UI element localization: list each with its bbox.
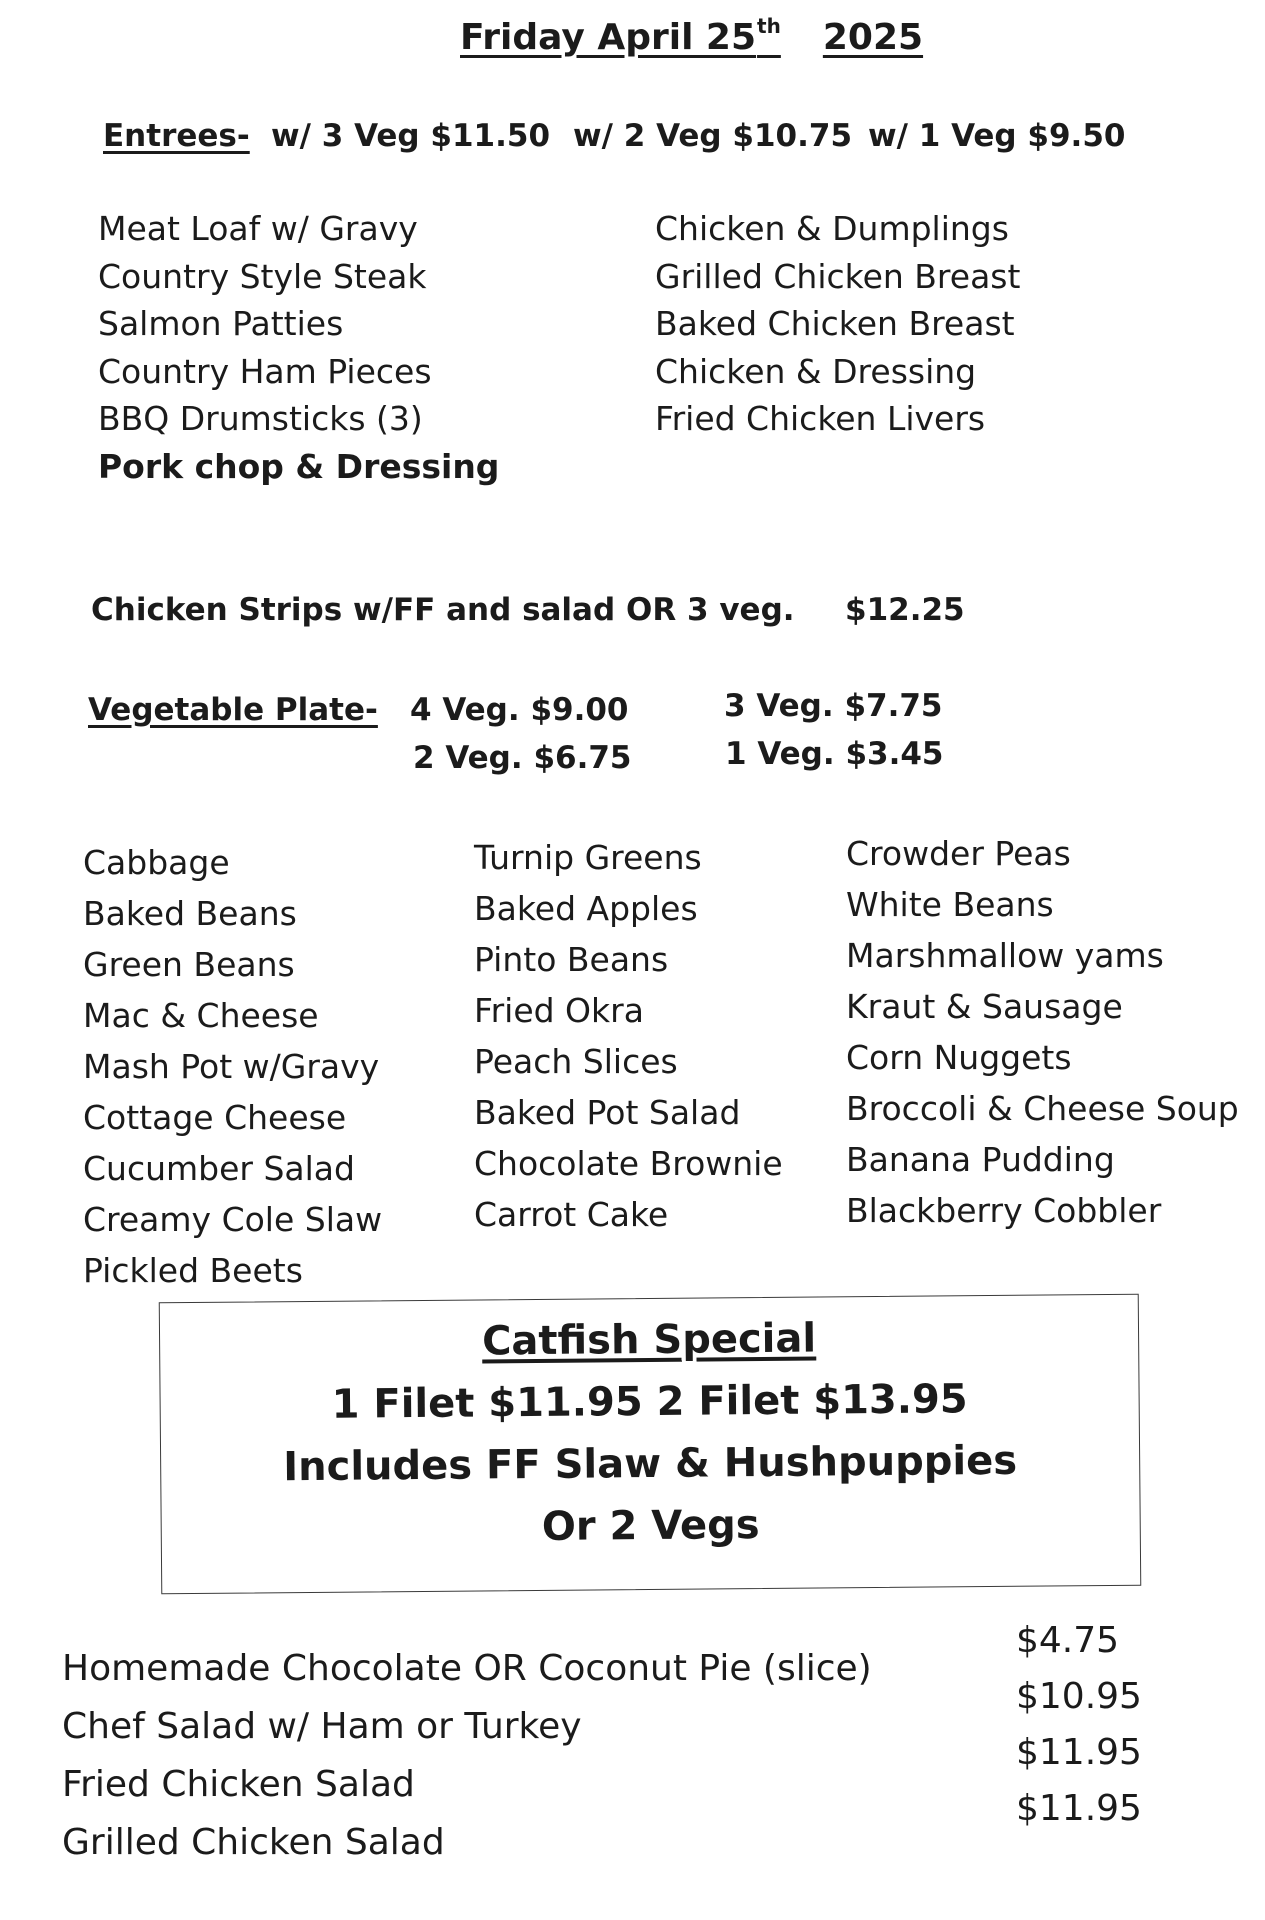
veg-price-2: 2 Veg. $6.75 bbox=[413, 740, 632, 776]
extras-price-list bbox=[1016, 1620, 1142, 1844]
vegetable-item: Broccoli & Cheese Soup bbox=[846, 1089, 1239, 1128]
vegetable-item: Peach Slices bbox=[474, 1042, 678, 1081]
extra-item: Fried Chicken Salad bbox=[62, 1764, 415, 1805]
extra-item: Grilled Chicken Salad bbox=[62, 1822, 445, 1863]
vegetable-list-col1 bbox=[83, 843, 382, 1302]
date-suffix: th bbox=[757, 14, 781, 38]
date-year: 2025 bbox=[822, 17, 924, 58]
entree-item: Grilled Chicken Breast bbox=[655, 256, 1021, 296]
menu-date bbox=[460, 14, 923, 58]
vegetable-item: Mac & Cheese bbox=[83, 996, 319, 1035]
vegetable-item: Chocolate Brownie bbox=[474, 1144, 783, 1183]
vegetable-item: Fried Okra bbox=[474, 991, 644, 1030]
vegetable-item: Baked Pot Salad bbox=[474, 1093, 741, 1132]
extra-price: $11.95 bbox=[1016, 1788, 1142, 1829]
entree-item: Fried Chicken Livers bbox=[655, 399, 986, 438]
vegetable-item: Baked Apples bbox=[474, 889, 698, 928]
chicken-strips-text: Chicken Strips w/FF and salad OR 3 veg. bbox=[91, 592, 795, 628]
entree-price-1veg: w/ 1 Veg $9.50 bbox=[868, 118, 1126, 154]
vegetable-item: Banana Pudding bbox=[846, 1140, 1115, 1179]
vegetable-item: Cucumber Salad bbox=[83, 1149, 355, 1188]
entree-item: Chicken & Dressing bbox=[655, 351, 977, 391]
vegetable-item: Marshmallow yams bbox=[846, 936, 1164, 975]
entree-item: BBQ Drumsticks (3) bbox=[98, 399, 423, 438]
entree-item: Chicken & Dumplings bbox=[655, 209, 1009, 248]
catfish-alternative: Or 2 Vegs bbox=[541, 1502, 760, 1550]
date-text: Friday April 25 bbox=[460, 17, 757, 58]
entree-list-right bbox=[655, 209, 1020, 447]
catfish-prices: 1 Filet $11.95 2 Filet $13.95 bbox=[331, 1376, 968, 1428]
vegetable-list-col2 bbox=[474, 838, 783, 1246]
entree-item: Country Style Steak bbox=[98, 256, 427, 296]
chicken-strips-price: $12.25 bbox=[845, 592, 965, 628]
extra-item: Chef Salad w/ Ham or Turkey bbox=[62, 1706, 582, 1747]
vegetable-item: Carrot Cake bbox=[474, 1195, 669, 1234]
veg-price-1: 1 Veg. $3.45 bbox=[725, 736, 944, 772]
vegetable-item: Crowder Peas bbox=[846, 834, 1071, 873]
entree-item: Country Ham Pieces bbox=[98, 351, 432, 391]
entree-price-2veg: w/ 2 Veg $10.75 bbox=[573, 118, 853, 154]
vegetable-item: Mash Pot w/Gravy bbox=[83, 1047, 380, 1086]
vegetable-plate-heading: Vegetable Plate- bbox=[88, 692, 378, 728]
vegetable-item: Blackberry Cobbler bbox=[846, 1191, 1162, 1230]
vegetable-item: Green Beans bbox=[83, 945, 295, 984]
veg-price-4: 4 Veg. $9.00 bbox=[410, 692, 629, 728]
entree-list-left bbox=[98, 209, 499, 494]
entree-item: Salmon Patties bbox=[98, 304, 344, 343]
entree-item: Baked Chicken Breast bbox=[655, 304, 1015, 343]
entree-item: Pork chop & Dressing bbox=[98, 446, 500, 486]
catfish-special-box bbox=[159, 1294, 1142, 1595]
extras-list bbox=[62, 1648, 872, 1880]
vegetable-item: Pinto Beans bbox=[474, 940, 669, 979]
vegetable-list-col3 bbox=[846, 834, 1239, 1242]
vegetable-item: Cabbage bbox=[83, 843, 230, 882]
catfish-title-text: Catfish Special bbox=[481, 1315, 817, 1365]
vegetable-item: Creamy Cole Slaw bbox=[83, 1200, 383, 1239]
catfish-title bbox=[160, 1313, 1138, 1368]
vegetable-item: Cottage Cheese bbox=[83, 1098, 347, 1137]
entree-item: Meat Loaf w/ Gravy bbox=[98, 209, 418, 248]
vegetable-item: Turnip Greens bbox=[474, 838, 702, 877]
veg-price-3: 3 Veg. $7.75 bbox=[724, 688, 943, 724]
vegetable-item: Baked Beans bbox=[83, 894, 297, 933]
extra-item: Homemade Chocolate OR Coconut Pie (slice) bbox=[62, 1648, 872, 1689]
catfish-includes: Includes FF Slaw & Hushpuppies bbox=[283, 1437, 1018, 1491]
extra-price: $10.95 bbox=[1016, 1676, 1142, 1717]
vegetable-item: Pickled Beets bbox=[83, 1251, 303, 1290]
entrees-heading: Entrees- bbox=[103, 118, 250, 154]
vegetable-item: Kraut & Sausage bbox=[846, 987, 1123, 1026]
vegetable-item: Corn Nuggets bbox=[846, 1038, 1072, 1077]
entree-price-3veg: w/ 3 Veg $11.50 bbox=[271, 118, 551, 154]
vegetable-item: White Beans bbox=[846, 885, 1054, 924]
extra-price: $11.95 bbox=[1016, 1732, 1142, 1773]
extra-price: $4.75 bbox=[1016, 1620, 1120, 1661]
